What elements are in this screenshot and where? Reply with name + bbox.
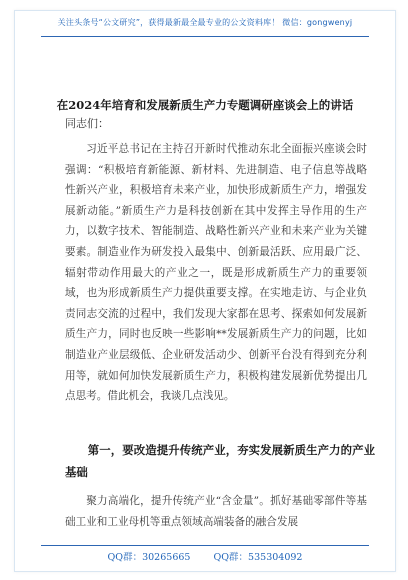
body-section-first <box>65 491 367 532</box>
paragraph-intro: 习近平总书记在主持召开新时代推动东北全面振兴座谈会时强调：“积极培育新能源、新材料、先进制造、电子信息等战略性新兴产业，积极培育未来产业，加快形成新质生产力，增强发展新动能。”新质生产力是科技创新在其中发挥主导作用的生产力，以数字技术、智能制造、战略性新兴产业和未来产业为关键要素。制造业作为研发投入最集中、创新最活跃、应用最广泛、辐射带动作用最大的产业之一，既是形成新质生产力的重要领域，也为形成新质生产力提供重要支撑。在实地走访、与企业负责同志交流的过程中，我们发现大家都在思考、探索如何发展新质生产力，同时也反映一些影响**发展新质生产力的问题，比如制造业产业层级低、企业研发活动少、创新平台没有得到充分利用等，就如何加快发展新质生产力，积极构建发展新优势提出几点思考。借此机会，我谈几点浅见。 <box>65 143 367 403</box>
salutation: 同志们： <box>65 117 109 130</box>
header-divider <box>41 36 369 37</box>
document-page <box>14 10 396 572</box>
footer-divider <box>41 545 369 546</box>
paragraph-first: 聚力高端化，提升传统产业“含金量”。抓好基础零部件等基础工业和工业母机等重点领域高端装备的融合发展 <box>65 495 367 528</box>
header-banner: 关注头条号“公文研究”，获得最新最全最专业的公文资料库！ 微信：gongwenyj <box>57 18 353 27</box>
footer-qq-group-2: QQ群：535304092 <box>213 552 303 563</box>
footer-qq-group-1: QQ群：30265665 <box>107 552 191 563</box>
document-title: 在2024年培育和发展新质生产力专题调研座谈会上的讲话 <box>56 98 354 112</box>
section-heading: 第一，要改造提升传统产业，夯实发展新质生产力的产业基础 <box>65 443 375 479</box>
footer <box>15 549 395 563</box>
body-section-intro <box>65 139 367 407</box>
